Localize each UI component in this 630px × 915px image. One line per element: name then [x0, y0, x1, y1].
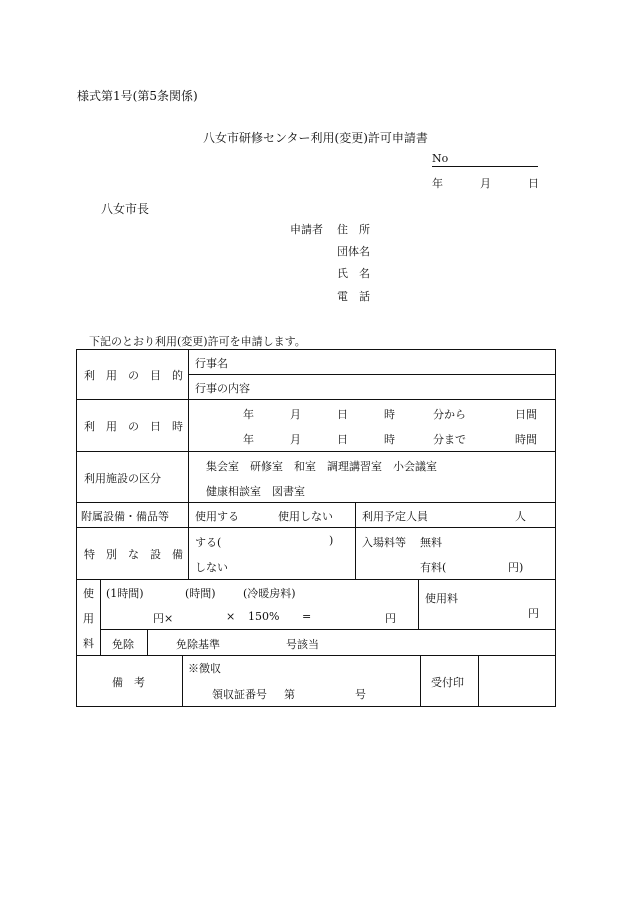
dt-from-hour: 時 — [384, 408, 395, 421]
special-yes-option[interactable] — [195, 534, 221, 550]
equipment-nouse-option[interactable]: 使用しない — [278, 510, 333, 523]
applicant-label: 申請者 — [290, 223, 323, 236]
applicant-phone-label: 電 話 — [337, 290, 370, 303]
exemption-label[interactable]: 免除 — [112, 638, 134, 651]
table-border-left — [76, 349, 77, 707]
row-line — [188, 374, 556, 375]
special-no-option[interactable]: しない — [195, 561, 228, 574]
datetime-label: 利 用 の 日 時 — [84, 420, 183, 433]
paid-option[interactable]: 有料( — [420, 561, 447, 574]
purpose-label: 利 用 の 目 的 — [84, 369, 183, 382]
col-line — [182, 655, 183, 706]
table-border-right — [555, 349, 556, 707]
col-line — [418, 579, 419, 629]
col-line — [188, 349, 189, 579]
fee-label-3: 料 — [83, 637, 94, 650]
intro-text: 下記のとおり利用(変更)許可を申請します。 — [89, 335, 306, 348]
fee-ac-label: (冷暖房料) — [243, 587, 296, 600]
facility-options-row2[interactable]: 健康相談室 図書室 — [206, 485, 305, 498]
expected-people-label: 利用予定人員 — [362, 510, 428, 523]
receipt-dai: 第 — [284, 688, 295, 701]
dt-from-month: 月 — [290, 408, 301, 421]
row-line — [100, 629, 556, 630]
usage-fee-label: 使用料 — [425, 592, 458, 605]
fee-equals: = — [302, 610, 312, 623]
table-border-bottom — [76, 706, 556, 707]
dt-from-day: 日 — [337, 408, 348, 421]
dt-to-day: 日 — [337, 433, 348, 446]
exemption-standard-label: 免除基準 — [176, 638, 220, 651]
row-line — [76, 502, 556, 503]
col-line — [478, 655, 479, 706]
applicant-org-label: 団体名 — [337, 245, 370, 258]
facility-label: 利用施設の区分 — [84, 472, 161, 485]
receipt-stamp-box — [480, 656, 554, 705]
dt-from-year: 年 — [243, 408, 254, 421]
fee-percent: 150% — [248, 610, 280, 623]
equipment-label: 附属設備・備品等 — [81, 510, 169, 523]
receipt-go: 号 — [355, 688, 366, 701]
fee-label-2: 用 — [83, 612, 94, 625]
col-line — [420, 655, 421, 706]
row-line — [76, 451, 556, 452]
remarks-label: 備 考 — [112, 676, 145, 689]
form-title: 八女市研修センター利用(変更)許可申請書 — [203, 131, 428, 145]
col-line — [147, 629, 148, 655]
addressee: 八女市長 — [101, 202, 150, 216]
table-border-top — [76, 349, 556, 350]
applicant-address-label: 住 所 — [337, 223, 370, 236]
dt-hours: 時間 — [515, 433, 537, 446]
equipment-use-option[interactable]: 使用する — [195, 510, 239, 523]
facility-options-row1[interactable]: 集会室 研修室 和室 調理講習室 小会議室 — [206, 460, 437, 473]
dt-to-year: 年 — [243, 433, 254, 446]
collection-label: ※徴収 — [188, 662, 221, 675]
fee-hours-label: (時間) — [185, 587, 216, 600]
no-field[interactable] — [432, 152, 538, 167]
receipt-number-label: 領収証番号 — [212, 688, 267, 701]
fee-label-1: 使 — [83, 587, 94, 600]
dt-to-minute: 分まで — [433, 433, 466, 446]
applicant-name-label: 氏 名 — [337, 267, 370, 280]
row-line — [76, 579, 556, 580]
fee-yen: 円 — [385, 612, 396, 625]
fee-1h-label: (1時間) — [106, 587, 144, 600]
special-yes-text: する( — [195, 536, 222, 549]
dt-days: 日間 — [515, 408, 537, 421]
date-day: 日 — [528, 177, 539, 190]
col-line — [100, 579, 101, 655]
no-label: No — [432, 152, 449, 165]
form-number: 様式第1号(第5条関係) — [77, 89, 198, 103]
usage-fee-unit: 円 — [528, 607, 539, 620]
date-month: 月 — [480, 177, 491, 190]
fee-times: × — [226, 610, 236, 623]
row-line — [76, 527, 556, 528]
fee-yen-x: 円× — [153, 612, 174, 625]
receipt-stamp-label: 受付印 — [431, 676, 464, 689]
exemption-applies-label: 号該当 — [286, 638, 319, 651]
special-label: 特 別 な 設 備 — [84, 548, 183, 561]
row-line — [76, 399, 556, 400]
dt-to-month: 月 — [290, 433, 301, 446]
paid-unit: 円) — [508, 561, 524, 574]
event-name-field[interactable]: 行事名 — [195, 357, 228, 370]
date-year: 年 — [432, 177, 443, 190]
dt-to-hour: 時 — [384, 433, 395, 446]
people-unit: 人 — [515, 510, 526, 523]
event-content-field[interactable]: 行事の内容 — [195, 382, 250, 395]
admission-label: 入場料等 — [362, 536, 406, 549]
free-option[interactable]: 無料 — [420, 536, 442, 549]
dt-from-minute: 分から — [433, 408, 466, 421]
col-line — [355, 502, 356, 579]
special-paren-close: ) — [329, 534, 334, 547]
